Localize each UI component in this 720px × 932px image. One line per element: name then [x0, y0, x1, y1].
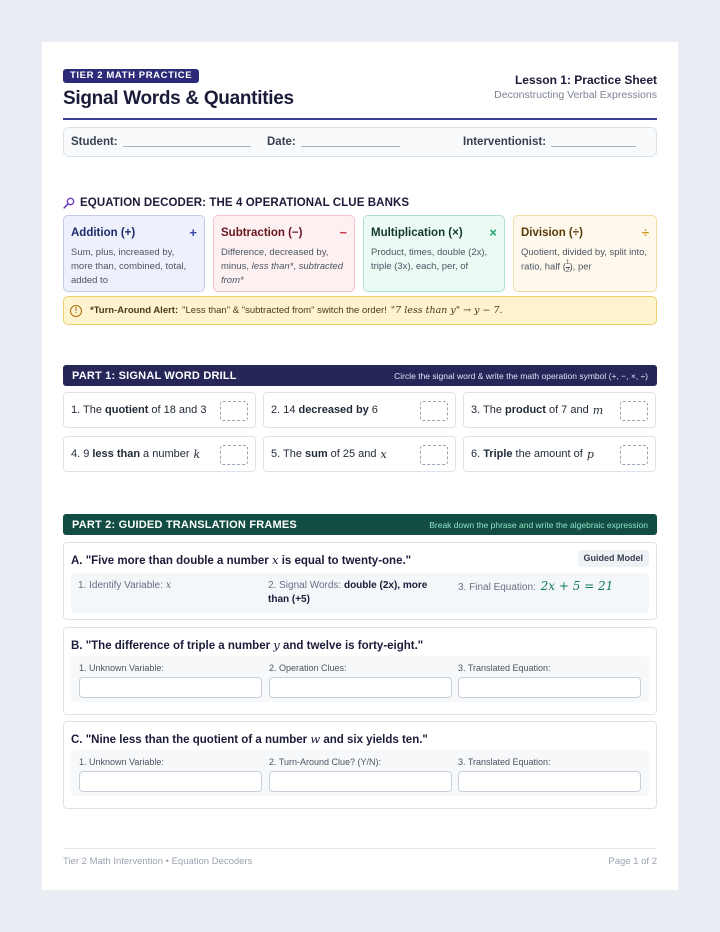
frame-b-label-1: 1. Unknown Variable:	[79, 663, 164, 673]
part1-header	[63, 365, 657, 386]
signal-word[interactable]: sum	[305, 448, 328, 460]
subtraction-title: Subtraction (−)	[221, 226, 303, 239]
frame-a-question: A. "Five more than double a number x is equal to twenty-one."	[71, 553, 412, 567]
part2-instructions: Break down the phrase and write the algebraic expression	[429, 519, 648, 530]
part2-title: PART 2: GUIDED TRANSLATION FRAMES	[72, 518, 297, 531]
addition-title: Addition (+)	[71, 226, 136, 239]
turn-around-alert	[63, 296, 657, 325]
operation-answer-box[interactable]	[420, 401, 448, 421]
footer-rule	[63, 848, 657, 849]
drill-item-5: 5. The sum of 25 and x	[263, 436, 456, 472]
half-fraction: $\frac{1}{2}$	[565, 259, 570, 274]
interventionist-field[interactable]	[463, 128, 636, 156]
frame-a-card	[63, 542, 657, 620]
operation-answer-box[interactable]	[220, 401, 248, 421]
drill-item-4: 4. 9 less than a number k	[63, 436, 256, 472]
student-label: Student:	[71, 136, 118, 148]
page-title: Signal Words & Quantities	[63, 88, 294, 109]
addition-words: Sum, plus, increased by, more than, combined, total, added to	[71, 247, 187, 286]
multiplication-words: Product, times, double (2x), triple (3x), each, per, of	[371, 247, 488, 272]
subtraction-bank	[213, 215, 355, 292]
multiplication-bank	[363, 215, 505, 292]
frame-c-variable-input[interactable]	[79, 771, 262, 792]
operation-answer-box[interactable]	[620, 445, 648, 465]
frame-c-fields	[71, 750, 649, 796]
date-line[interactable]	[301, 146, 400, 147]
division-title: Division (÷)	[521, 226, 583, 239]
worksheet-page	[42, 42, 678, 890]
footer-page-number: Page 1 of 2	[608, 856, 657, 867]
student-field[interactable]	[71, 128, 251, 156]
drill-item-3: 3. The product of 7 and m	[463, 392, 656, 428]
signal-word[interactable]: product	[505, 404, 546, 416]
alert-text: "Less than" & "subtracted from" switch the order!	[182, 305, 387, 316]
decoder-title	[63, 197, 409, 209]
division-bank	[513, 215, 657, 292]
model-step-2: 2. Signal Words: double (2x), more than (+5)	[268, 580, 428, 605]
footer-course: Tier 2 Math Intervention • Equation Decoders	[63, 856, 253, 867]
signal-word[interactable]: Triple	[483, 448, 513, 460]
frame-b-card	[63, 627, 657, 715]
interventionist-label: Interventionist:	[463, 136, 547, 148]
decoder-title-text: EQUATION DECODER: THE 4 OPERATIONAL CLUE BANKS	[80, 197, 410, 209]
part1-title: PART 1: SIGNAL WORD DRILL	[72, 369, 237, 382]
frame-c-question: C. "Nine less than the quotient of a number w and six yields ten."	[71, 732, 428, 746]
model-step-1: 1. Identify Variable: x	[78, 580, 172, 591]
operation-answer-box[interactable]	[620, 401, 648, 421]
divide-icon: ÷	[641, 225, 649, 240]
alert-label: *Turn-Around Alert:	[90, 305, 179, 316]
drill-item-6: 6. Triple the amount of p	[463, 436, 656, 472]
times-icon: ×	[489, 225, 497, 240]
frame-b-clues-input[interactable]	[269, 677, 452, 698]
alert-example: "7 less than y" → y − 7.	[390, 305, 503, 316]
frame-b-question: B. "The difference of triple a number y and twelve is forty-eight."	[71, 638, 424, 652]
drill-item-2: 2. 14 decreased by 6	[263, 392, 456, 428]
frame-b-label-2: 2. Operation Clues:	[269, 663, 347, 673]
frame-c-card	[63, 721, 657, 809]
operation-answer-box[interactable]	[420, 445, 448, 465]
signal-word[interactable]: decreased by	[298, 404, 369, 416]
part1-instructions: Circle the signal word & write the math operation symbol (+, −, ×, ÷)	[394, 370, 648, 381]
frame-c-label-1: 1. Unknown Variable:	[79, 757, 164, 767]
alert-icon: !	[70, 305, 82, 317]
signal-word[interactable]: quotient	[105, 404, 149, 416]
model-step-3: 3. Final Equation: 2x + 5 = 21	[458, 579, 614, 593]
header-rule	[63, 118, 657, 120]
lesson-title: Lesson 1: Practice Sheet	[514, 73, 657, 87]
addition-bank	[63, 215, 205, 292]
drill-item-1: 1. The quotient of 18 and 3	[63, 392, 256, 428]
subtraction-words: Difference, decreased by, minus, less than*, subtracted from*	[221, 247, 344, 286]
tier-badge: TIER 2 MATH PRACTICE	[63, 69, 199, 83]
part2-header	[63, 514, 657, 535]
frame-c-equation-input[interactable]	[458, 771, 641, 792]
student-info-bar	[63, 127, 657, 157]
guided-model-box	[71, 573, 649, 613]
multiplication-title: Multiplication (×)	[371, 226, 463, 239]
date-field[interactable]	[267, 128, 400, 156]
lesson-subtitle: Deconstructing Verbal Expressions	[494, 89, 657, 101]
search-icon	[63, 197, 75, 209]
division-words: Quotient, divided by, split into, ratio, half ( $\frac{1}{2}$ ), per	[521, 247, 648, 274]
frame-b-variable-input[interactable]	[79, 677, 262, 698]
plus-icon: +	[189, 225, 197, 240]
frame-b-label-3: 3. Translated Equation:	[458, 663, 551, 673]
minus-icon: −	[339, 225, 347, 240]
frame-b-fields	[71, 656, 649, 702]
guided-model-tag: Guided Model	[578, 550, 650, 567]
date-label: Date:	[267, 136, 296, 148]
frame-c-label-3: 3. Translated Equation:	[458, 757, 551, 767]
signal-word[interactable]: less than	[92, 448, 141, 460]
frame-b-equation-input[interactable]	[458, 677, 641, 698]
frame-c-label-2: 2. Turn-Around Clue? (Y/N):	[269, 757, 382, 767]
interventionist-line[interactable]	[551, 146, 636, 147]
frame-c-turnaround-input[interactable]	[269, 771, 452, 792]
operation-answer-box[interactable]	[220, 445, 248, 465]
student-line[interactable]	[123, 146, 251, 147]
